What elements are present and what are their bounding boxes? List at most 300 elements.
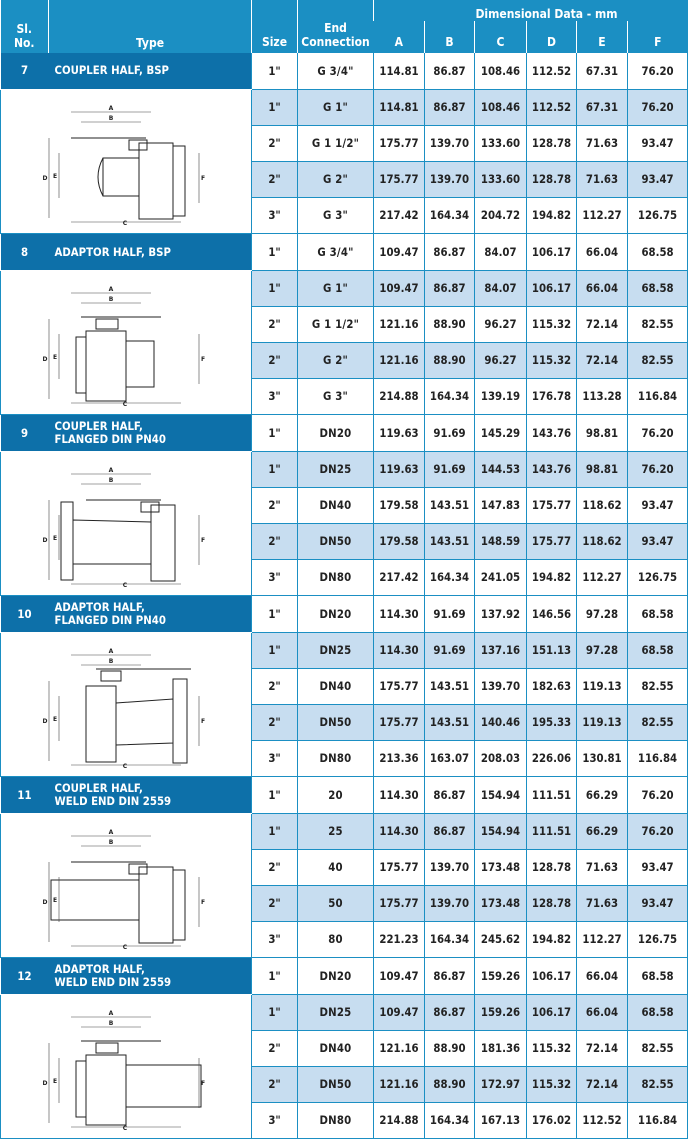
size-cell: 1" <box>252 53 298 90</box>
dim-c-cell: 147.83 <box>475 488 527 524</box>
header-type: Type <box>49 0 252 53</box>
dim-e-cell: 67.31 <box>577 90 628 126</box>
dim-a-cell: 119.63 <box>374 415 425 452</box>
size-cell: 2" <box>252 524 298 560</box>
dim-c-cell: 173.48 <box>475 850 527 886</box>
dim-e-cell: 97.28 <box>577 633 628 669</box>
dim-f-cell: 68.58 <box>628 234 688 271</box>
header-col-f: F <box>628 21 688 53</box>
dim-b-cell: 164.34 <box>425 922 475 958</box>
dim-d-cell: 128.78 <box>527 162 577 198</box>
end-connection-cell: 40 <box>298 850 374 886</box>
valve-diagram-10 <box>41 641 211 769</box>
dim-c-cell: 108.46 <box>475 90 527 126</box>
diagram-label-c: C <box>122 762 128 770</box>
dim-d-cell: 151.13 <box>527 633 577 669</box>
dim-e-cell: 66.04 <box>577 995 628 1031</box>
end-connection-cell: G 2" <box>298 162 374 198</box>
dim-d-cell: 143.76 <box>527 452 577 488</box>
table-row <box>1 90 688 126</box>
dim-c-cell: 159.26 <box>475 995 527 1031</box>
dim-d-cell: 111.51 <box>527 777 577 814</box>
section-diagram <box>1 90 252 234</box>
diagram-label-d: D <box>42 355 48 363</box>
dim-d-cell: 146.56 <box>527 596 577 633</box>
size-cell: 1" <box>252 452 298 488</box>
diagram-label-b: B <box>108 838 114 846</box>
end-connection-cell: DN80 <box>298 1103 374 1139</box>
diagram-label-e: E <box>52 715 58 723</box>
table-row <box>1 633 688 669</box>
dim-b-cell: 86.87 <box>425 234 475 271</box>
dim-a-cell: 114.81 <box>374 90 425 126</box>
section-type: COUPLER HALF, BSP <box>49 53 252 90</box>
dim-b-cell: 88.90 <box>425 307 475 343</box>
dim-f-cell: 116.84 <box>628 379 688 415</box>
dim-f-cell: 82.55 <box>628 1031 688 1067</box>
section-number: 7 <box>1 53 49 90</box>
size-cell: 2" <box>252 307 298 343</box>
diagram-label-c: C <box>122 581 128 589</box>
table-row <box>1 995 688 1031</box>
dim-b-cell: 143.51 <box>425 669 475 705</box>
dim-a-cell: 119.63 <box>374 452 425 488</box>
diagram-label-b: B <box>108 657 114 665</box>
dim-b-cell: 164.34 <box>425 379 475 415</box>
diagram-label-f: F <box>200 536 206 544</box>
end-connection-cell: DN50 <box>298 524 374 560</box>
diagram-label-b: B <box>108 1019 114 1027</box>
dim-a-cell: 121.16 <box>374 1031 425 1067</box>
dim-f-cell: 82.55 <box>628 343 688 379</box>
size-cell: 1" <box>252 633 298 669</box>
dim-e-cell: 97.28 <box>577 596 628 633</box>
size-cell: 1" <box>252 958 298 995</box>
dim-f-cell: 126.75 <box>628 922 688 958</box>
diagram-label-b: B <box>108 114 114 122</box>
dim-e-cell: 66.29 <box>577 814 628 850</box>
dim-b-cell: 143.51 <box>425 488 475 524</box>
table-row <box>1 596 688 633</box>
header-size: Size <box>252 0 298 53</box>
dim-e-cell: 72.14 <box>577 1067 628 1103</box>
diagram-label-c: C <box>122 219 128 227</box>
dim-d-cell: 128.78 <box>527 850 577 886</box>
table-row <box>1 814 688 850</box>
dim-f-cell: 76.20 <box>628 53 688 90</box>
size-cell: 1" <box>252 415 298 452</box>
dim-b-cell: 143.51 <box>425 524 475 560</box>
dim-e-cell: 112.52 <box>577 1103 628 1139</box>
dim-d-cell: 175.77 <box>527 488 577 524</box>
dim-a-cell: 217.42 <box>374 198 425 234</box>
dim-c-cell: 96.27 <box>475 307 527 343</box>
dim-c-cell: 172.97 <box>475 1067 527 1103</box>
dim-f-cell: 126.75 <box>628 560 688 596</box>
size-cell: 1" <box>252 234 298 271</box>
dim-d-cell: 115.32 <box>527 343 577 379</box>
size-cell: 1" <box>252 271 298 307</box>
dim-e-cell: 119.13 <box>577 705 628 741</box>
end-connection-cell: DN25 <box>298 452 374 488</box>
end-connection-cell: DN25 <box>298 995 374 1031</box>
dim-d-cell: 194.82 <box>527 198 577 234</box>
dim-b-cell: 163.07 <box>425 741 475 777</box>
end-connection-cell: G 1 1/2" <box>298 126 374 162</box>
size-cell: 2" <box>252 886 298 922</box>
dim-e-cell: 112.27 <box>577 560 628 596</box>
end-connection-cell: G 1" <box>298 271 374 307</box>
dim-e-cell: 112.27 <box>577 198 628 234</box>
section-diagram <box>1 814 252 958</box>
dim-d-cell: 175.77 <box>527 524 577 560</box>
dim-d-cell: 194.82 <box>527 560 577 596</box>
dim-a-cell: 217.42 <box>374 560 425 596</box>
dim-a-cell: 121.16 <box>374 1067 425 1103</box>
table-row <box>1 271 688 307</box>
diagram-label-f: F <box>200 174 206 182</box>
dim-e-cell: 98.81 <box>577 415 628 452</box>
diagram-label-f: F <box>200 355 206 363</box>
dim-c-cell: 96.27 <box>475 343 527 379</box>
diagram-label-d: D <box>42 717 48 725</box>
dim-f-cell: 126.75 <box>628 198 688 234</box>
diagram-label-a: A <box>108 1009 114 1017</box>
dim-f-cell: 93.47 <box>628 886 688 922</box>
valve-diagram-8 <box>41 279 211 407</box>
dim-f-cell: 82.55 <box>628 1067 688 1103</box>
diagram-label-e: E <box>52 172 58 180</box>
dim-a-cell: 114.30 <box>374 633 425 669</box>
header-end-connection: End Connection <box>298 0 374 53</box>
dim-b-cell: 139.70 <box>425 850 475 886</box>
dim-d-cell: 226.06 <box>527 741 577 777</box>
dim-c-cell: 159.26 <box>475 958 527 995</box>
section-diagram <box>1 995 252 1139</box>
end-connection-cell: G 3/4" <box>298 53 374 90</box>
end-connection-cell: G 1 1/2" <box>298 307 374 343</box>
header-col-a: A <box>374 21 425 53</box>
dim-e-cell: 72.14 <box>577 1031 628 1067</box>
table-row <box>1 53 688 90</box>
dim-b-cell: 88.90 <box>425 1067 475 1103</box>
dim-b-cell: 139.70 <box>425 126 475 162</box>
dim-a-cell: 214.88 <box>374 1103 425 1139</box>
dim-f-cell: 76.20 <box>628 415 688 452</box>
diagram-label-c: C <box>122 943 128 951</box>
dim-c-cell: 181.36 <box>475 1031 527 1067</box>
dim-f-cell: 116.84 <box>628 1103 688 1139</box>
size-cell: 1" <box>252 596 298 633</box>
dim-f-cell: 68.58 <box>628 995 688 1031</box>
section-diagram <box>1 271 252 415</box>
dim-c-cell: 241.05 <box>475 560 527 596</box>
diagram-label-f: F <box>200 898 206 906</box>
dim-b-cell: 86.87 <box>425 958 475 995</box>
dim-b-cell: 86.87 <box>425 53 475 90</box>
header-dimensional-data: Dimensional Data - mm <box>374 0 688 21</box>
dim-a-cell: 121.16 <box>374 307 425 343</box>
end-connection-cell: DN50 <box>298 1067 374 1103</box>
header-col-c: C <box>475 21 527 53</box>
size-cell: 2" <box>252 705 298 741</box>
dim-e-cell: 118.62 <box>577 524 628 560</box>
end-connection-cell: DN20 <box>298 596 374 633</box>
dim-e-cell: 71.63 <box>577 162 628 198</box>
dim-b-cell: 86.87 <box>425 90 475 126</box>
section-number: 9 <box>1 415 49 452</box>
section-type: ADAPTOR HALF, FLANGED DIN PN40 <box>49 596 252 633</box>
dim-e-cell: 118.62 <box>577 488 628 524</box>
size-cell: 2" <box>252 850 298 886</box>
dim-c-cell: 137.16 <box>475 633 527 669</box>
diagram-label-e: E <box>52 534 58 542</box>
size-cell: 2" <box>252 488 298 524</box>
size-cell: 1" <box>252 90 298 126</box>
header-col-b: B <box>425 21 475 53</box>
dim-b-cell: 143.51 <box>425 705 475 741</box>
dim-e-cell: 66.04 <box>577 234 628 271</box>
dim-d-cell: 115.32 <box>527 1067 577 1103</box>
dim-c-cell: 84.07 <box>475 234 527 271</box>
dim-d-cell: 182.63 <box>527 669 577 705</box>
dim-a-cell: 109.47 <box>374 234 425 271</box>
section-number: 11 <box>1 777 49 814</box>
dim-a-cell: 175.77 <box>374 126 425 162</box>
size-cell: 2" <box>252 669 298 705</box>
diagram-label-e: E <box>52 896 58 904</box>
end-connection-cell: DN80 <box>298 741 374 777</box>
valve-diagram-12 <box>41 1003 211 1131</box>
dim-e-cell: 113.28 <box>577 379 628 415</box>
dim-e-cell: 72.14 <box>577 307 628 343</box>
diagram-label-d: D <box>42 536 48 544</box>
dim-c-cell: 245.62 <box>475 922 527 958</box>
dim-e-cell: 130.81 <box>577 741 628 777</box>
dim-a-cell: 175.77 <box>374 669 425 705</box>
table-row <box>1 777 688 814</box>
size-cell: 3" <box>252 198 298 234</box>
dim-e-cell: 72.14 <box>577 343 628 379</box>
dim-e-cell: 66.04 <box>577 271 628 307</box>
end-connection-cell: G 1" <box>298 90 374 126</box>
dim-e-cell: 67.31 <box>577 53 628 90</box>
end-connection-cell: 20 <box>298 777 374 814</box>
diagram-label-b: B <box>108 295 114 303</box>
section-number: 12 <box>1 958 49 995</box>
dim-d-cell: 143.76 <box>527 415 577 452</box>
dim-f-cell: 68.58 <box>628 596 688 633</box>
dim-e-cell: 66.04 <box>577 958 628 995</box>
dim-a-cell: 179.58 <box>374 524 425 560</box>
dim-d-cell: 194.82 <box>527 922 577 958</box>
dim-f-cell: 93.47 <box>628 126 688 162</box>
end-connection-cell: G 2" <box>298 343 374 379</box>
size-cell: 3" <box>252 922 298 958</box>
end-connection-cell: 50 <box>298 886 374 922</box>
dim-a-cell: 114.30 <box>374 777 425 814</box>
dim-c-cell: 139.70 <box>475 669 527 705</box>
end-connection-cell: DN20 <box>298 958 374 995</box>
size-cell: 2" <box>252 162 298 198</box>
dim-c-cell: 84.07 <box>475 271 527 307</box>
dim-a-cell: 114.30 <box>374 596 425 633</box>
dim-a-cell: 109.47 <box>374 271 425 307</box>
dim-a-cell: 221.23 <box>374 922 425 958</box>
end-connection-cell: DN40 <box>298 1031 374 1067</box>
dim-f-cell: 93.47 <box>628 488 688 524</box>
dim-d-cell: 128.78 <box>527 886 577 922</box>
dim-e-cell: 71.63 <box>577 126 628 162</box>
dim-a-cell: 214.88 <box>374 379 425 415</box>
dim-d-cell: 112.52 <box>527 53 577 90</box>
dim-c-cell: 148.59 <box>475 524 527 560</box>
dim-e-cell: 66.29 <box>577 777 628 814</box>
dim-a-cell: 175.77 <box>374 886 425 922</box>
diagram-label-d: D <box>42 1079 48 1087</box>
dim-f-cell: 76.20 <box>628 452 688 488</box>
dim-b-cell: 86.87 <box>425 271 475 307</box>
dim-d-cell: 106.17 <box>527 271 577 307</box>
end-connection-cell: DN80 <box>298 560 374 596</box>
dim-c-cell: 204.72 <box>475 198 527 234</box>
diagram-label-d: D <box>42 898 48 906</box>
end-connection-cell: DN20 <box>298 415 374 452</box>
dim-a-cell: 175.77 <box>374 705 425 741</box>
dim-b-cell: 139.70 <box>425 162 475 198</box>
dim-d-cell: 115.32 <box>527 307 577 343</box>
dim-d-cell: 115.32 <box>527 1031 577 1067</box>
dim-a-cell: 121.16 <box>374 343 425 379</box>
dim-c-cell: 144.53 <box>475 452 527 488</box>
dim-a-cell: 175.77 <box>374 162 425 198</box>
table-row <box>1 234 688 271</box>
end-connection-cell: G 3" <box>298 379 374 415</box>
size-cell: 1" <box>252 777 298 814</box>
dim-e-cell: 71.63 <box>577 886 628 922</box>
end-connection-cell: 25 <box>298 814 374 850</box>
size-cell: 3" <box>252 1103 298 1139</box>
dim-d-cell: 106.17 <box>527 995 577 1031</box>
dim-f-cell: 68.58 <box>628 958 688 995</box>
section-type: COUPLER HALF, FLANGED DIN PN40 <box>49 415 252 452</box>
dim-c-cell: 139.19 <box>475 379 527 415</box>
dim-f-cell: 116.84 <box>628 741 688 777</box>
dim-b-cell: 164.34 <box>425 560 475 596</box>
dim-b-cell: 91.69 <box>425 633 475 669</box>
table-row <box>1 958 688 995</box>
dim-b-cell: 164.34 <box>425 1103 475 1139</box>
diagram-label-a: A <box>108 828 114 836</box>
dim-d-cell: 195.33 <box>527 705 577 741</box>
diagram-label-a: A <box>108 466 114 474</box>
diagram-label-a: A <box>108 285 114 293</box>
dim-b-cell: 91.69 <box>425 452 475 488</box>
size-cell: 3" <box>252 379 298 415</box>
dim-d-cell: 106.17 <box>527 958 577 995</box>
diagram-label-a: A <box>108 647 114 655</box>
dim-f-cell: 76.20 <box>628 777 688 814</box>
dim-a-cell: 179.58 <box>374 488 425 524</box>
section-diagram <box>1 452 252 596</box>
size-cell: 2" <box>252 343 298 379</box>
end-connection-cell: 80 <box>298 922 374 958</box>
size-cell: 2" <box>252 1067 298 1103</box>
section-number: 10 <box>1 596 49 633</box>
section-type: ADAPTOR HALF, BSP <box>49 234 252 271</box>
dim-c-cell: 208.03 <box>475 741 527 777</box>
dim-c-cell: 167.13 <box>475 1103 527 1139</box>
dim-b-cell: 88.90 <box>425 1031 475 1067</box>
section-type: COUPLER HALF, WELD END DIN 2559 <box>49 777 252 814</box>
valve-diagram-7 <box>41 98 211 226</box>
end-connection-cell: DN25 <box>298 633 374 669</box>
dim-c-cell: 108.46 <box>475 53 527 90</box>
valve-diagram-9 <box>41 460 211 588</box>
section-type: ADAPTOR HALF, WELD END DIN 2559 <box>49 958 252 995</box>
dim-e-cell: 112.27 <box>577 922 628 958</box>
dim-f-cell: 93.47 <box>628 162 688 198</box>
dim-b-cell: 86.87 <box>425 777 475 814</box>
dim-a-cell: 114.30 <box>374 814 425 850</box>
diagram-label-e: E <box>52 353 58 361</box>
header-sl-no: Sl. No. <box>1 0 49 53</box>
end-connection-cell: G 3" <box>298 198 374 234</box>
dim-f-cell: 82.55 <box>628 705 688 741</box>
dim-e-cell: 71.63 <box>577 850 628 886</box>
dim-b-cell: 139.70 <box>425 886 475 922</box>
end-connection-cell: DN40 <box>298 669 374 705</box>
dim-d-cell: 128.78 <box>527 126 577 162</box>
header-col-d: D <box>527 21 577 53</box>
dim-f-cell: 76.20 <box>628 90 688 126</box>
size-cell: 1" <box>252 814 298 850</box>
diagram-label-f: F <box>200 717 206 725</box>
dim-b-cell: 91.69 <box>425 415 475 452</box>
dim-c-cell: 154.94 <box>475 777 527 814</box>
section-number: 8 <box>1 234 49 271</box>
dim-d-cell: 112.52 <box>527 90 577 126</box>
dim-c-cell: 137.92 <box>475 596 527 633</box>
size-cell: 2" <box>252 1031 298 1067</box>
dim-d-cell: 106.17 <box>527 234 577 271</box>
dim-e-cell: 98.81 <box>577 452 628 488</box>
valve-diagram-11 <box>41 822 211 950</box>
diagram-label-e: E <box>52 1077 58 1085</box>
dim-f-cell: 82.55 <box>628 307 688 343</box>
dim-c-cell: 133.60 <box>475 162 527 198</box>
table-row <box>1 452 688 488</box>
diagram-label-c: C <box>122 1124 128 1132</box>
dim-d-cell: 111.51 <box>527 814 577 850</box>
dim-c-cell: 154.94 <box>475 814 527 850</box>
dim-b-cell: 86.87 <box>425 995 475 1031</box>
size-cell: 3" <box>252 741 298 777</box>
size-cell: 3" <box>252 560 298 596</box>
dim-a-cell: 109.47 <box>374 995 425 1031</box>
dim-c-cell: 173.48 <box>475 886 527 922</box>
diagram-label-a: A <box>108 104 114 112</box>
end-connection-cell: G 3/4" <box>298 234 374 271</box>
section-diagram <box>1 633 252 777</box>
diagram-label-d: D <box>42 174 48 182</box>
header-col-e: E <box>577 21 628 53</box>
size-cell: 1" <box>252 995 298 1031</box>
dim-c-cell: 133.60 <box>475 126 527 162</box>
dim-c-cell: 145.29 <box>475 415 527 452</box>
dim-b-cell: 91.69 <box>425 596 475 633</box>
dim-a-cell: 213.36 <box>374 741 425 777</box>
